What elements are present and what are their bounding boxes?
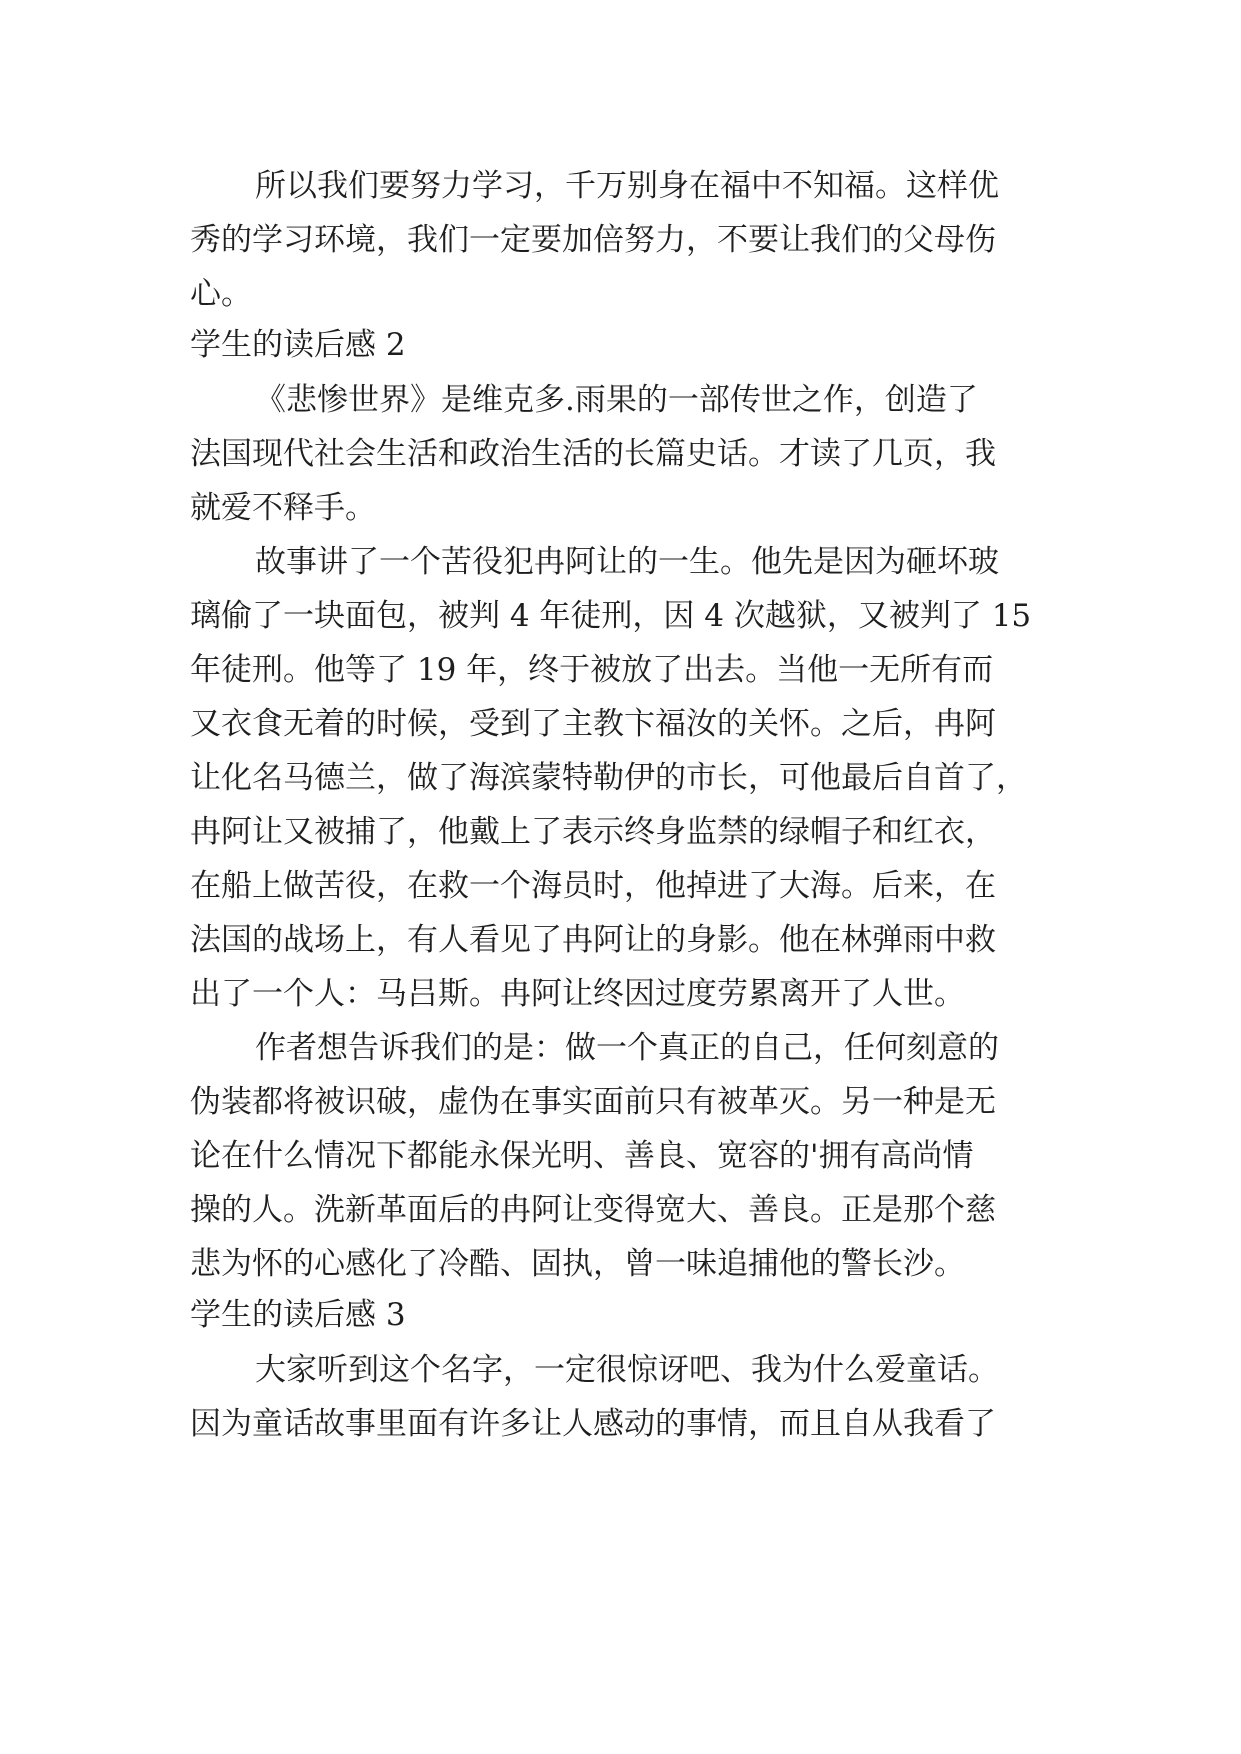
paragraph-line: 法国的战场上，有人看见了冉阿让的身影。他在林弹雨中救 [190,922,996,958]
paragraph-line: 所以我们要努力学习，千万别身在福中不知福。这样优 [255,168,999,204]
paragraph-line: 就爱不释手。 [190,490,376,526]
paragraph-line: 故事讲了一个苦役犯冉阿让的一生。他先是因为砸坏玻 [255,544,999,580]
paragraph-line: 大家听到这个名字，一定很惊讶吧、我为什么爱童话。 [255,1352,999,1388]
paragraph-line: 《悲惨世界》是维克多.雨果的一部传世之作，创造了 [255,382,978,418]
paragraph-line: 璃偷了一块面包，被判 4 年徒刑，因 4 次越狱，又被判了 15 [190,598,1032,634]
paragraph-line: 因为童话故事里面有许多让人感动的事情，而且自从我看了 [190,1406,996,1442]
paragraph-line: 又衣食无着的时候，受到了主教卞福汝的关怀。之后，冉阿 [190,706,996,742]
paragraph-line: 年徒刑。他等了 19 年，终于被放了出去。当他一无所有而 [190,652,994,688]
paragraph-line: 伪装都将被识破，虚伪在事实面前只有被革灭。另一种是无 [190,1084,996,1120]
paragraph-line: 法国现代社会生活和政治生活的长篇史话。才读了几页，我 [190,436,996,472]
paragraph-line: 秀的学习环境，我们一定要加倍努力，不要让我们的父母伤 [190,222,996,258]
paragraph-line: 心。 [190,276,252,312]
section-heading: 学生的读后感 3 [190,1297,406,1333]
paragraph-line: 操的人。洗新革面后的冉阿让变得宽大、善良。正是那个慈 [190,1192,996,1228]
paragraph-line: 冉阿让又被捕了，他戴上了表示终身监禁的绿帽子和红衣， [190,814,996,850]
paragraph-line: 出了一个人：马吕斯。冉阿让终因过度劳累离开了人世。 [190,976,965,1012]
paragraph-line: 悲为怀的心感化了冷酷、固执，曾一味追捕他的警长沙。 [190,1246,965,1282]
section-heading: 学生的读后感 2 [190,327,406,363]
paragraph-line: 在船上做苦役，在救一个海员时，他掉进了大海。后来，在 [190,868,996,904]
paragraph-line: 论在什么情况下都能永保光明、善良、宽容的'拥有高尚情 [190,1138,974,1174]
paragraph-line: 让化名马德兰，做了海滨蒙特勒伊的市长，可他最后自首了， [190,760,1027,796]
paragraph-line: 作者想告诉我们的是：做一个真正的自己，任何刻意的 [255,1030,999,1066]
